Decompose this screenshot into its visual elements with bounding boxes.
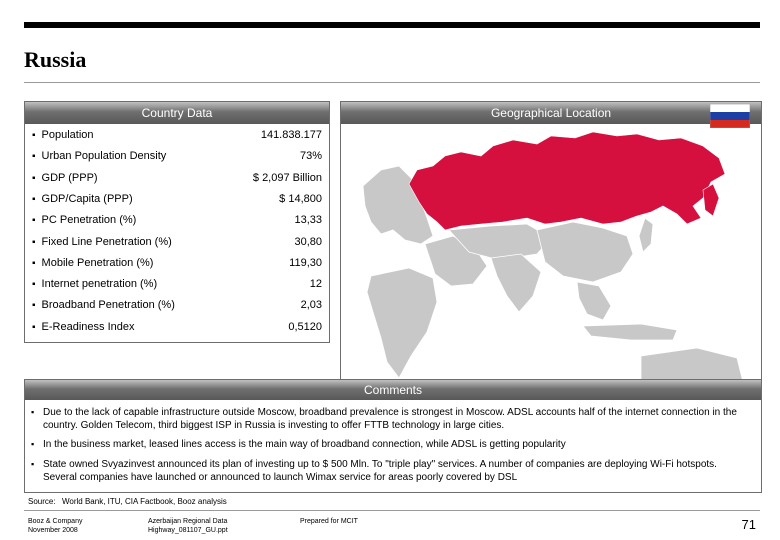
russia-flag-icon [710,104,750,128]
country-data-row [32,321,322,337]
footer-date: November 2008 [28,527,78,534]
page-title: Russia [24,47,87,72]
country-data-label: ▪ E-Readiness Index [32,321,135,333]
footer-prepared-for: Prepared for MCIT [300,518,358,525]
country-data-value: $ 14,800 [279,192,322,205]
indonesia-landmass [583,324,677,340]
geo-location-panel [340,101,762,383]
footer-project-block [148,517,228,535]
footer-company: Booz & Company [28,518,83,525]
country-data-row [32,299,322,315]
china-landmass [537,222,633,282]
country-data-row [32,193,322,209]
comment-bullet: ▪ In the business market, leased lines access is the main way of broadband connection, while ADSL is getting popularity [31,438,753,451]
footer-divider [24,510,760,511]
country-data-row [32,129,322,145]
country-data-label: ▪ GDP/Capita (PPP) [32,193,133,205]
country-data-value: $ 2,097 Billion [252,171,322,184]
country-data-header: Country Data [25,102,329,124]
south-asia-landmass [491,254,541,312]
top-bar [24,22,760,28]
source-label: Source: [28,497,56,506]
country-data-label: ▪ Broadband Penetration (%) [32,299,175,311]
country-data-label: ▪ Fixed Line Penetration (%) [32,236,172,248]
footer-company-block [28,517,82,535]
country-data-row [32,236,322,252]
japan-landmass [639,218,653,252]
comment-bullet: ▪ Due to the lack of capable infrastructure outside Moscow, broadband prevalence is strongest in Moscow. ADSL accounts half of the internet connection in the country. Golden Telecom, third biggest ISP in Russia is investing to offer FTTB technology in large cities. [31,406,753,432]
country-data-row [32,257,322,273]
country-data-label: ▪ Population [32,129,94,141]
southeast-asia-landmass [577,282,611,320]
title-divider [24,82,760,83]
country-data-value: 73% [299,150,322,163]
location-map [341,126,761,382]
country-data-label: ▪ Mobile Penetration (%) [32,257,153,269]
comment-bullet: ▪ State owned Svyazinvest announced its plan of investing up to $ 500 Mln. To "triple play" services. A number of companies are deploying Wi-Fi hotspots. Several companies have launched or announced to launch Wimax service for areas poorly covered by DSL [31,458,753,484]
country-data-row [32,278,322,294]
footer-file: Highway_081107_GU.ppt [148,527,228,534]
country-data-label: ▪ Internet penetration (%) [32,278,157,290]
country-data-label: ▪ Urban Population Density [32,150,166,162]
source-text: World Bank, ITU, CIA Factbook, Booz analysis [62,497,227,506]
comments-header: Comments [25,380,761,400]
country-data-row [32,150,322,166]
kamchatka-highlight [703,184,719,216]
country-data-row [32,214,322,230]
country-data-row [32,172,322,188]
country-data-value: 30,80 [294,235,322,248]
africa-landmass [367,268,437,378]
country-data-value: 13,33 [294,214,322,227]
country-data-value: 0,5120 [288,320,322,333]
country-data-label: ▪ GDP (PPP) [32,172,98,184]
country-data-label: ▪ PC Penetration (%) [32,214,136,226]
country-data-value: 2,03 [300,299,322,312]
country-data-value: 119,30 [289,256,322,269]
country-data-value: 12 [309,278,322,291]
footer-project: Azerbaijan Regional Data [148,518,228,525]
australia-landmass [641,348,743,382]
geo-location-header: Geographical Location [341,102,761,124]
comments-panel [24,379,762,493]
country-data-value: 141.838.177 [260,129,322,141]
russia-highlight [409,132,725,230]
page-number: 71 [741,517,756,532]
country-data-panel [24,101,330,343]
